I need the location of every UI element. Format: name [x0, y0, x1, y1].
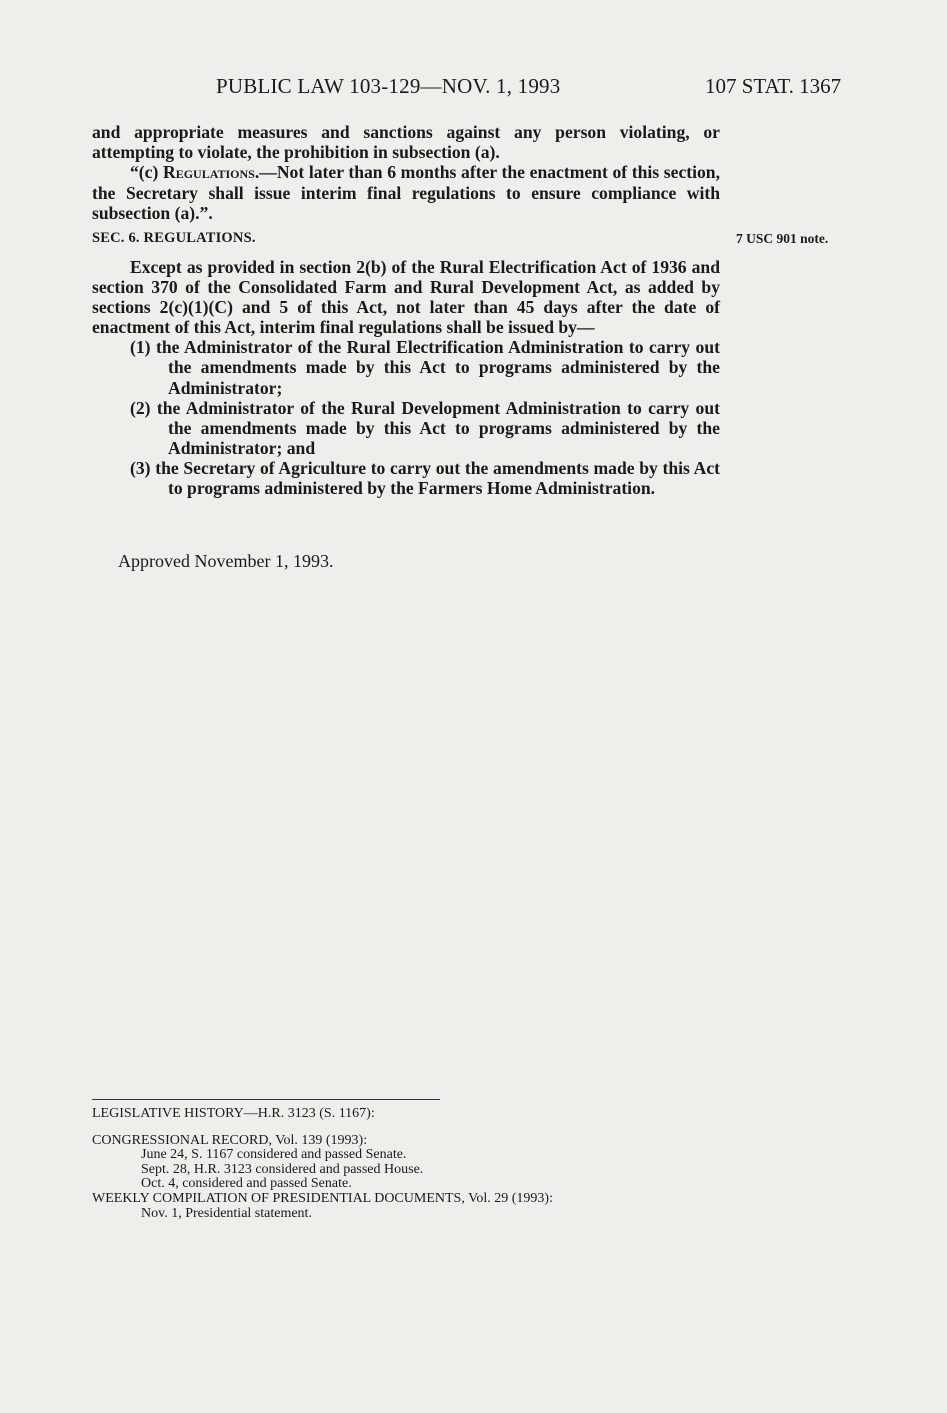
subsection-c	[92, 162, 720, 223]
section-body	[92, 257, 720, 498]
spacer	[92, 1122, 712, 1134]
page-number: 107 STAT. 1367	[705, 74, 842, 98]
weekly-entry: Nov. 1, Presidential statement.	[141, 1205, 312, 1221]
approval-date: Approved November 1, 1993.	[118, 551, 334, 571]
record-entry: Sept. 28, H.R. 3123 considered and passed House.	[141, 1161, 424, 1177]
section-item-3: (3) the Secretary of Agriculture to carry out the amendments made by this Act to programs administered by the Farmers Home Administration.	[130, 457, 720, 499]
section-item-1: (1) the Administrator of the Rural Electrification Administration to carry out the amendments made by this Act to programs administered by the Administrator;	[130, 337, 720, 398]
congressional-record-heading: CONGRESSIONAL RECORD, Vol. 139 (1993):	[92, 1132, 368, 1148]
record-entry: Oct. 4, considered and passed Senate.	[141, 1176, 352, 1192]
section-heading: SEC. 6. REGULATIONS.	[92, 230, 256, 246]
margin-note: 7 USC 901 note.	[736, 231, 829, 246]
running-header-title: PUBLIC LAW 103-129—NOV. 1, 1993	[216, 74, 561, 98]
subsection-c-label: “(c)	[130, 162, 163, 183]
subsection-c-text: .—Not later than 6 months after the enactment of this section, the Secretary shall issue interim final regulations to ensure compliance with subsection (a).”.	[92, 162, 720, 223]
record-entry: June 24, S. 1167 considered and passed Senate.	[141, 1147, 407, 1163]
footnote-rule	[92, 1099, 440, 1100]
continued-paragraph: and appropriate measures and sanctions against any person violating, or attempting to violate, the prohibition in subsection (a).	[92, 122, 720, 163]
subsection-c-heading: Regulations	[162, 162, 255, 183]
section-item-2: (2) the Administrator of the Rural Development Administration to carry out the amendments made by this Act to programs administered by the Administrator; and	[130, 397, 720, 458]
weekly-compilation-heading: WEEKLY COMPILATION OF PRESIDENTIAL DOCUMENTS, Vol. 29 (1993):	[92, 1190, 553, 1206]
section-lead-paragraph: Except as provided in section 2(b) of the Rural Electrification Act of 1936 and section 370 of the Consolidated Farm and Rural Development Act, as added by sections 2(c)(1)(C) and 5 of this Act, not later than 45 days after the date of enactment of this Act, interim final regulations shall be issued by—	[92, 257, 720, 338]
legislative-history	[92, 1107, 712, 1221]
continued-text	[92, 122, 720, 223]
legislative-history-heading: LEGISLATIVE HISTORY—H.R. 3123 (S. 1167):	[92, 1106, 375, 1121]
